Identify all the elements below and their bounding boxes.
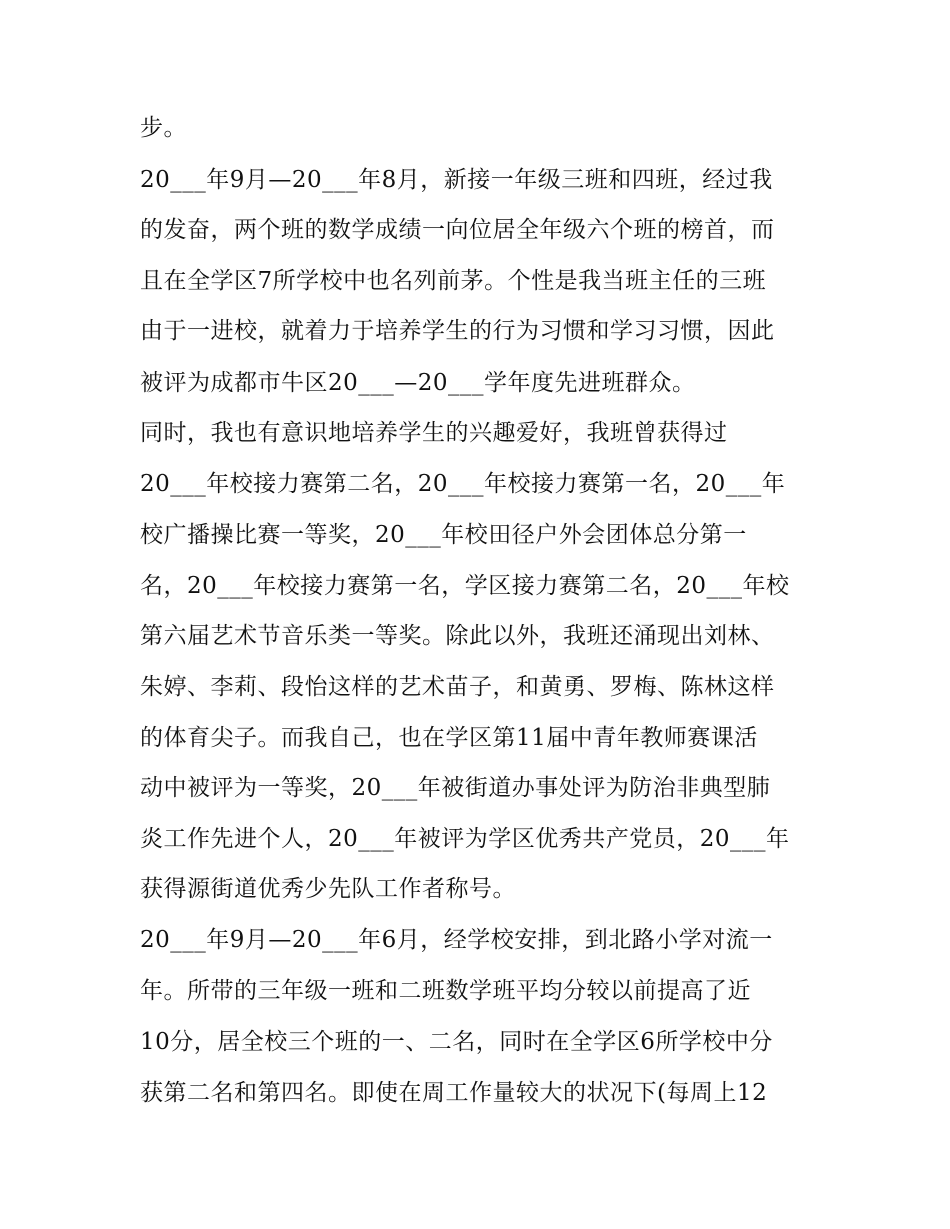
text-line: 年。所带的三年级一班和二班数学班平均分较以前提高了近 — [140, 978, 751, 1004]
text-line: 同时，我也有意识地培养学生的兴趣爱好，我班曾获得过 — [140, 420, 728, 446]
text-line: 获得源街道优秀少先队工作者称号。 — [140, 876, 516, 902]
text-line: 动中被评为一等奖，20___年被街道办事处评为防治非典型肺 — [140, 775, 771, 801]
text-line: 20___年9月—20___年6月，经学校安排，到北路小学对流一 — [140, 927, 773, 953]
text-line: 朱婷、李莉、段怡这样的艺术苗子，和黄勇、罗梅、陈林这样 — [140, 674, 775, 700]
text-line: 的体育尖子。而我自己，也在学区第11届中青年教师赛课活 — [140, 725, 758, 751]
text-line: 20___年校接力赛第二名，20___年校接力赛第一名，20___年 — [140, 471, 786, 497]
text-line: 名，20___年校接力赛第一名，学区接力赛第二名，20___年校 — [140, 573, 790, 599]
text-line: 炎工作先进个人，20___年被评为学区优秀共产党员，20___年 — [140, 826, 790, 852]
text-line: 步。 — [140, 115, 187, 141]
text-line: 被评为成都市牛区20___—20___学年度先进班群众。 — [140, 370, 696, 396]
text-line: 的发奋，两个班的数学成绩一向位居全年级六个班的榜首，而 — [140, 217, 775, 243]
text-line: 第六届艺术节音乐类一等奖。除此以外，我班还涌现出刘林、 — [140, 623, 775, 649]
text-line: 校广播操比赛一等奖，20___年校田径户外会团体总分第一 — [140, 522, 747, 548]
text-line: 20___年9月—20___年8月，新接一年级三班和四班，经过我 — [140, 167, 773, 193]
text-line: 由于一进校，就着力于培养学生的行为习惯和学习习惯，因此 — [140, 318, 775, 344]
text-line: 且在全学区7所学校中也名列前茅。个性是我当班主任的三班 — [140, 268, 767, 294]
text-line: 10分，居全校三个班的一、二名，同时在全学区6所学校中分 — [140, 1029, 773, 1055]
text-line: 获第二名和第四名。即使在周工作量较大的状况下(每周上12 — [140, 1080, 768, 1106]
